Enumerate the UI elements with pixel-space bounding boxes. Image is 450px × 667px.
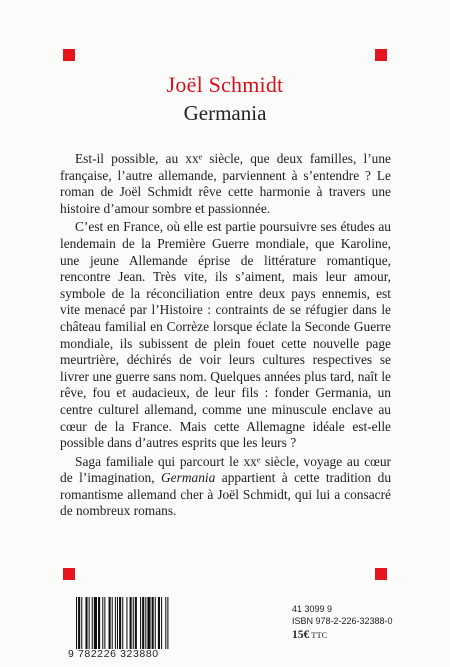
barcode-bar [89, 597, 90, 649]
barcode-bar [147, 597, 150, 649]
barcode-bar [98, 597, 100, 649]
barcode-bar [119, 597, 121, 655]
blurb-p3-end: appartient à cette tradition du romantisme allemand cher à Joël Schmidt, qui lui a consacré de nombreux romans. [60, 470, 392, 519]
red-square-bottom-right [375, 568, 387, 580]
barcode-bar [155, 597, 156, 649]
barcode-bar [112, 597, 113, 649]
barcode-bar [133, 597, 134, 649]
barcode-bar [152, 597, 154, 649]
barcode-bar [165, 597, 166, 655]
barcode [68, 597, 206, 659]
barcode-bar [94, 597, 97, 649]
blurb-paragraph-1: Est-il possible, au xxᵉ siècle, que deux familles, l’une française, l’autre allemande, parviennent à s’entendre ? Le roman de Joël Schmidt rêve cette harmonie à travers une histoire d’amour sombre et passionnée. [60, 151, 391, 216]
barcode-bar [158, 597, 160, 649]
barcode-bar [145, 597, 146, 649]
barcode-bar [135, 597, 137, 649]
barcode-bar [81, 597, 82, 649]
price-block [292, 603, 393, 641]
barcode-bar [78, 597, 80, 655]
barcode-bar [126, 597, 127, 649]
blurb-p3-start: Saga familiale qui parcourt le xxᵉ siècle, voyage au cœur de l’imagination, [60, 453, 391, 486]
barcode-bar [122, 597, 123, 655]
price [292, 629, 393, 641]
blurb-paragraph-2: C’est en France, où elle est partie poursuivre ses études au lendemain de la Première Guerre mondiale, que Karoline, une jeune Allemande éprise de littérature romantique, rencontre Jean. Très vite, ils s’aiment, mais leur amour, symbole de la réconciliation entre deux pays ennemis, est vite menacé par l’Histoire : contraints de se réfugier dans le château familial en Corrèze lorsque éclate la Seconde Guerre mondiale, ils subissent de plein fouet cette nouvelle page meurtrière, déchirés de voir leurs cultures respectives se livrer une guerre sans nom. Quelques années plus tard, naît le rêve, fou et audacieux, de leur fils : fonder Germania, un centre culturel allemand, comme une minuscule enclave au cœur de la France. Mais cette Allemagne idéale est-elle possible dans d’autres esprits que les leurs ? [60, 219, 391, 451]
barcode-bar [76, 597, 77, 655]
barcode-bar [109, 597, 111, 649]
price-suffix: TTC [311, 630, 328, 640]
author-name: Joël Schmidt [166, 72, 284, 97]
barcode-bar [142, 597, 144, 649]
barcode-digits: 9 782226 323880 [68, 649, 206, 660]
barcode-bar [85, 597, 87, 649]
barcode-bar [92, 597, 93, 649]
red-square-top-left [63, 49, 75, 61]
blurb-p3-title: Germania [161, 470, 216, 486]
blurb-paragraph-3 [60, 454, 391, 520]
price-value: 15€ [292, 629, 310, 641]
barcode-bar [102, 597, 103, 649]
back-cover-blurb [60, 151, 391, 520]
barcode-bar [115, 597, 116, 649]
barcode-bar [167, 597, 168, 655]
barcode-bar [104, 597, 105, 649]
red-square-bottom-left [63, 568, 75, 580]
isbn: ISBN 978-2-226-32388-0 [292, 616, 393, 626]
barcode-bar [161, 597, 162, 649]
book-title: Germania [183, 101, 267, 125]
barcode-bar [117, 597, 118, 649]
barcode-bar [140, 597, 141, 649]
barcode-bar [130, 597, 132, 649]
red-square-top-right [375, 49, 387, 61]
product-code: 41 3099 9 [292, 604, 333, 614]
